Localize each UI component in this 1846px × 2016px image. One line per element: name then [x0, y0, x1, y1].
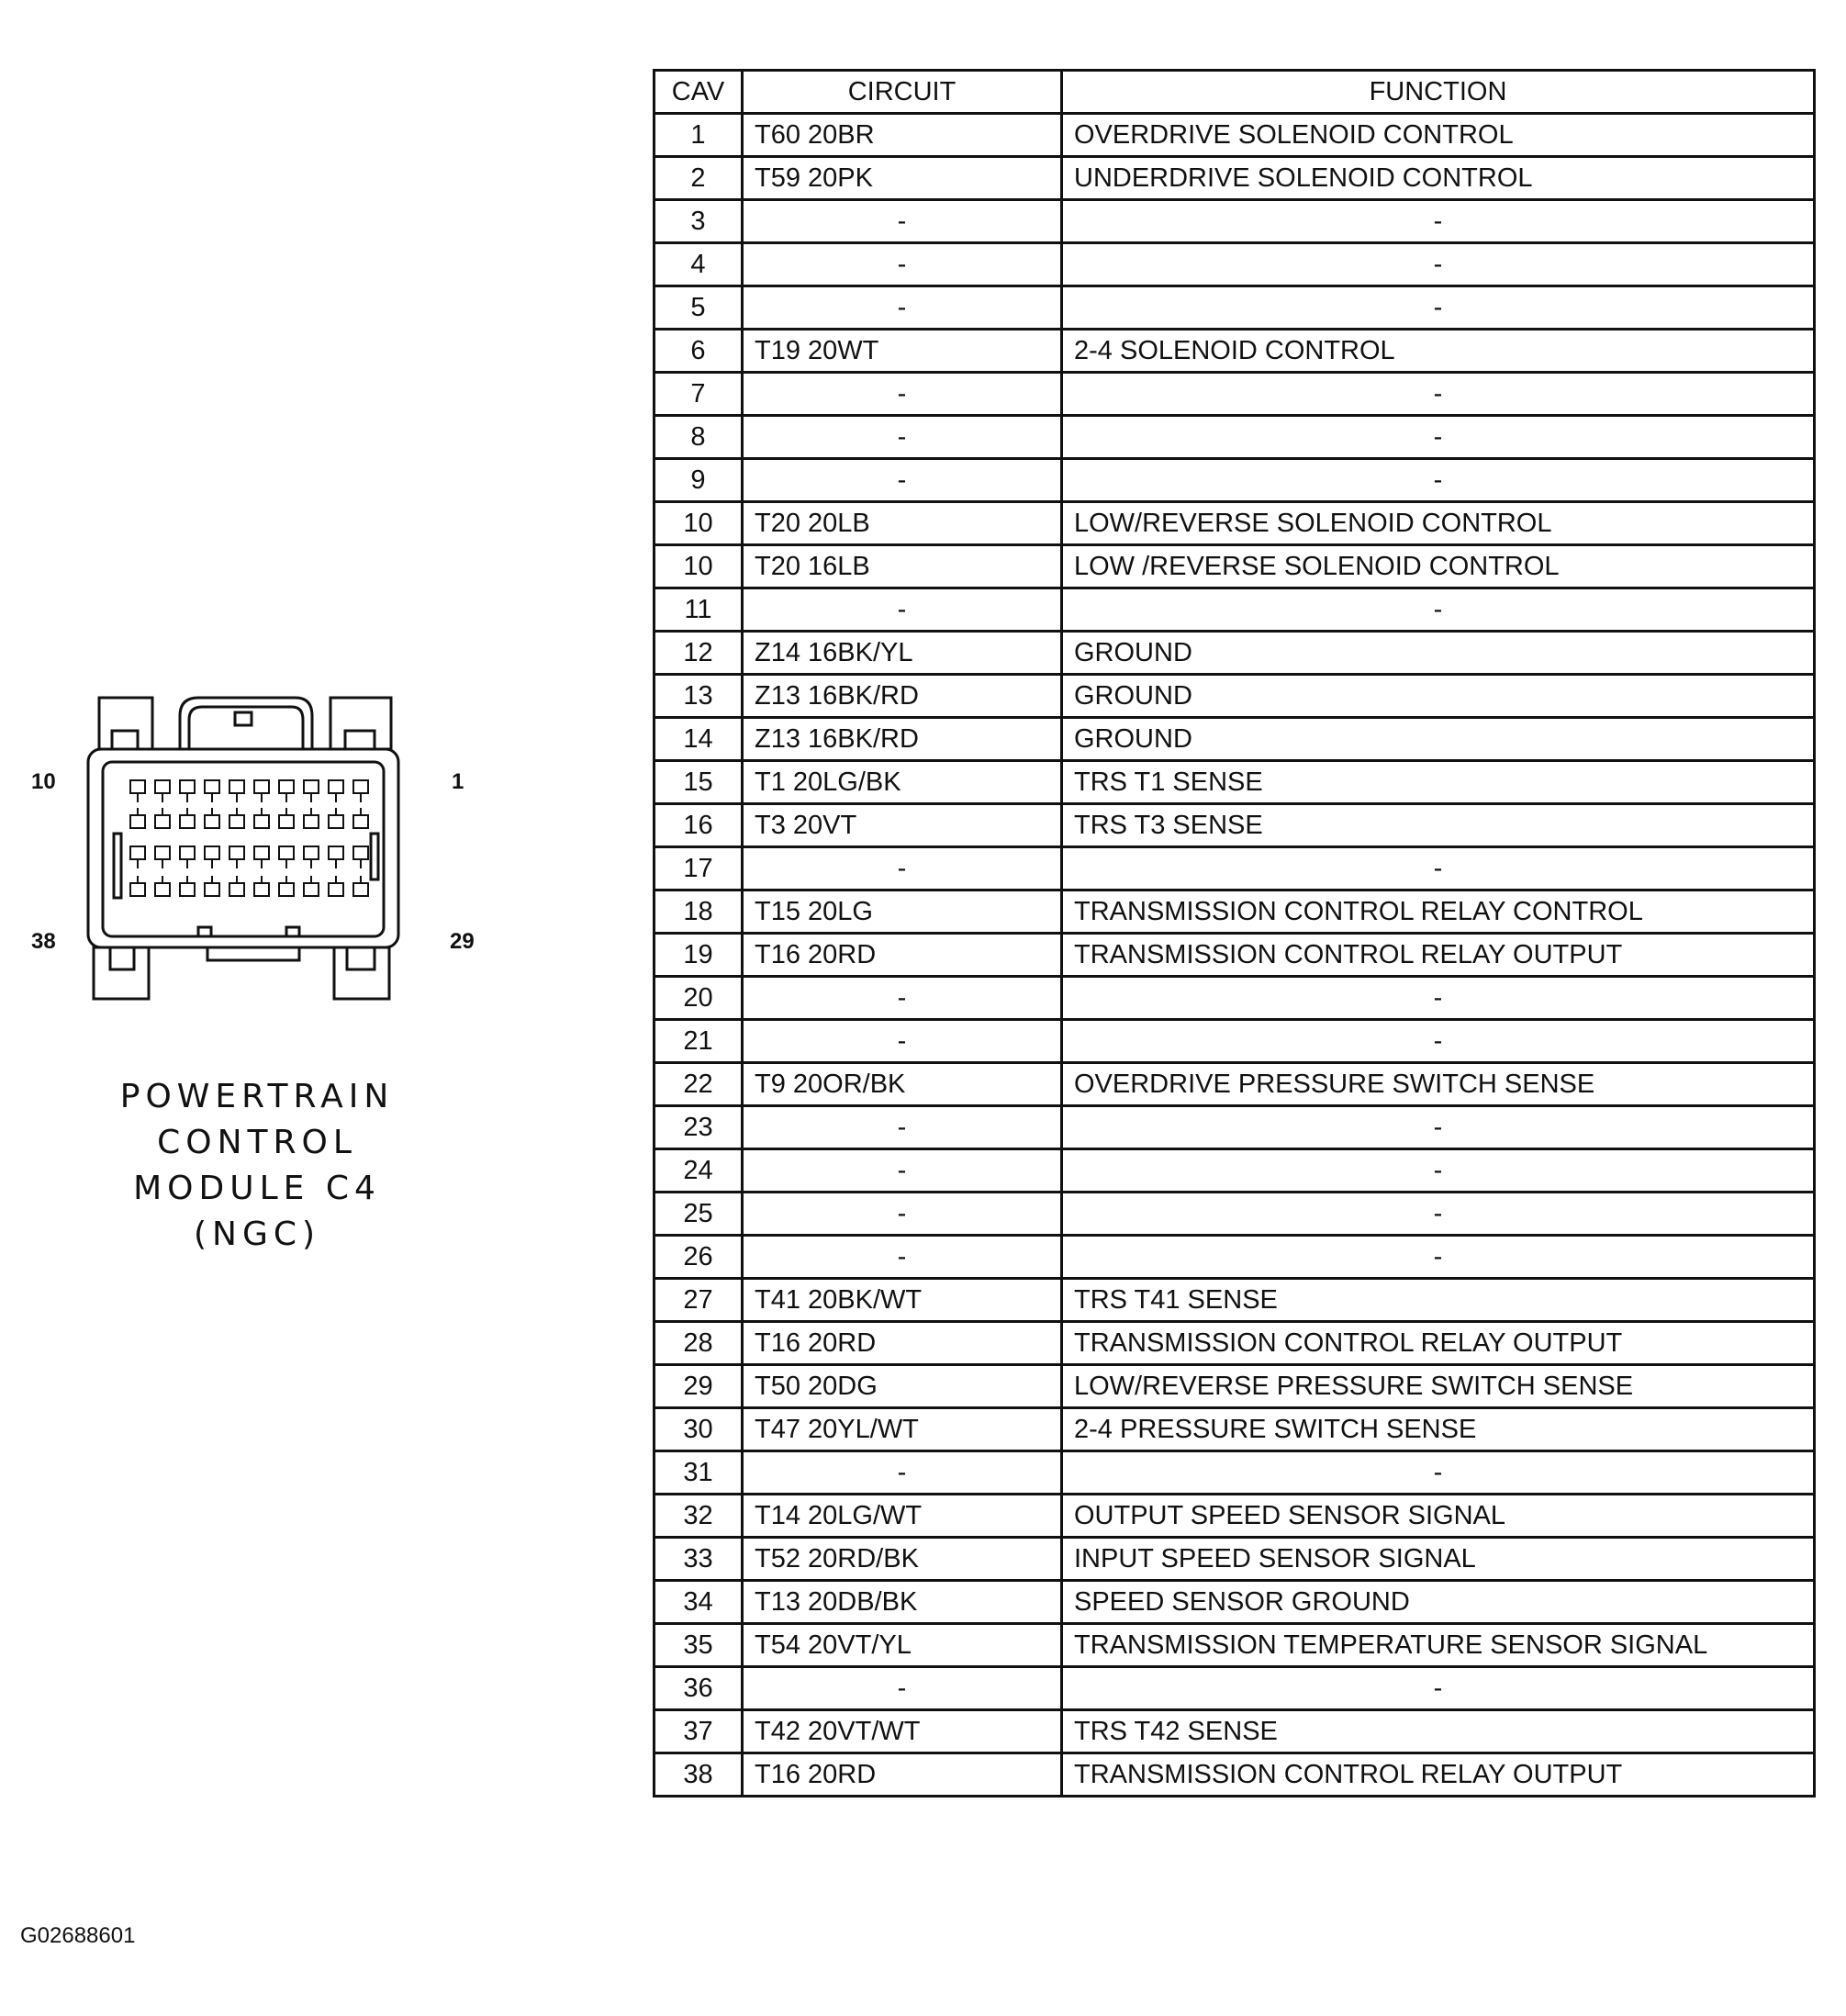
- pin-label-1: 1: [452, 769, 464, 794]
- right-bottom-tab: [334, 947, 389, 999]
- table-row: [654, 1408, 1815, 1451]
- table-row: [654, 1624, 1815, 1667]
- cav-cell: 27: [654, 1279, 743, 1322]
- circuit-cell: T41 20BK/WT: [743, 1279, 1062, 1322]
- bottom-rib: [207, 947, 299, 960]
- cav-cell: 10: [654, 502, 743, 545]
- cav-cell: 36: [654, 1667, 743, 1710]
- header-cav: CAV: [654, 71, 743, 114]
- function-cell: -: [1062, 1106, 1815, 1149]
- function-cell: INPUT SPEED SENSOR SIGNAL: [1062, 1538, 1815, 1581]
- pin-label-10: 10: [31, 769, 56, 794]
- terminal-cavity: [205, 846, 219, 859]
- function-cell: TRS T1 SENSE: [1062, 761, 1815, 804]
- circuit-cell: -: [743, 416, 1062, 459]
- function-cell: -: [1062, 373, 1815, 416]
- terminal-cavity: [304, 846, 319, 859]
- cav-cell: 25: [654, 1193, 743, 1236]
- table-row: [654, 1149, 1815, 1193]
- cav-cell: 15: [654, 761, 743, 804]
- terminal-cavity: [279, 815, 294, 828]
- terminal-cavity: [229, 780, 244, 793]
- terminal-cavity: [254, 815, 269, 828]
- cav-cell: 9: [654, 459, 743, 502]
- function-cell: GROUND: [1062, 675, 1815, 718]
- cav-cell: 26: [654, 1236, 743, 1279]
- right-top-tab-slot: [345, 731, 375, 749]
- table-row: [654, 1020, 1815, 1063]
- circuit-cell: T3 20VT: [743, 804, 1062, 847]
- caption-line-2: CONTROL: [157, 1124, 357, 1161]
- circuit-cell: -: [743, 1667, 1062, 1710]
- cav-cell: 34: [654, 1581, 743, 1624]
- bottom-notch-left: [198, 927, 211, 936]
- circuit-cell: Z13 16BK/RD: [743, 718, 1062, 761]
- cav-cell: 4: [654, 243, 743, 286]
- circuit-cell: T59 20PK: [743, 157, 1062, 200]
- table-row: [654, 1667, 1815, 1710]
- function-cell: GROUND: [1062, 718, 1815, 761]
- terminal-cavity: [329, 846, 343, 859]
- circuit-cell: -: [743, 1149, 1062, 1193]
- terminal-cavity: [205, 883, 219, 896]
- circuit-cell: -: [743, 588, 1062, 632]
- terminal-cavity: [254, 846, 269, 859]
- cav-cell: 18: [654, 890, 743, 934]
- left-top-tab-slot: [112, 731, 138, 749]
- table-row: [654, 545, 1815, 588]
- table-header-row: [654, 71, 1815, 114]
- cav-cell: 12: [654, 632, 743, 675]
- table-row: [654, 761, 1815, 804]
- circuit-cell: T20 20LB: [743, 502, 1062, 545]
- terminal-cavity: [229, 883, 244, 896]
- cav-cell: 21: [654, 1020, 743, 1063]
- terminal-cavity: [353, 846, 368, 859]
- table-row: [654, 804, 1815, 847]
- function-cell: SPEED SENSOR GROUND: [1062, 1581, 1815, 1624]
- circuit-cell: T42 20VT/WT: [743, 1710, 1062, 1753]
- function-cell: TRANSMISSION CONTROL RELAY OUTPUT: [1062, 934, 1815, 977]
- function-cell: -: [1062, 459, 1815, 502]
- function-cell: TRS T41 SENSE: [1062, 1279, 1815, 1322]
- circuit-cell: T9 20OR/BK: [743, 1063, 1062, 1106]
- function-cell: OVERDRIVE PRESSURE SWITCH SENSE: [1062, 1063, 1815, 1106]
- table-row: [654, 847, 1815, 890]
- cav-cell: 28: [654, 1322, 743, 1365]
- function-cell: TRANSMISSION CONTROL RELAY CONTROL: [1062, 890, 1815, 934]
- circuit-cell: -: [743, 847, 1062, 890]
- bottom-notch-right: [286, 927, 299, 936]
- function-cell: TRS T3 SENSE: [1062, 804, 1815, 847]
- right-top-tab: [330, 698, 391, 749]
- function-cell: LOW/REVERSE PRESSURE SWITCH SENSE: [1062, 1365, 1815, 1408]
- cav-cell: 19: [654, 934, 743, 977]
- terminal-cavity: [329, 780, 343, 793]
- cav-cell: 20: [654, 977, 743, 1020]
- function-cell: -: [1062, 1667, 1815, 1710]
- function-cell: -: [1062, 588, 1815, 632]
- terminal-cavity: [279, 780, 294, 793]
- circuit-cell: -: [743, 200, 1062, 243]
- function-cell: -: [1062, 1149, 1815, 1193]
- table-row: [654, 934, 1815, 977]
- pinout-table: [653, 69, 1816, 1798]
- function-cell: GROUND: [1062, 632, 1815, 675]
- cav-cell: 38: [654, 1753, 743, 1797]
- terminal-cavity: [180, 780, 195, 793]
- header-function: FUNCTION: [1062, 71, 1815, 114]
- terminal-cavity: [130, 780, 145, 793]
- cav-cell: 11: [654, 588, 743, 632]
- terminal-cavity: [279, 883, 294, 896]
- circuit-cell: T14 20LG/WT: [743, 1495, 1062, 1538]
- terminal-cavity: [304, 780, 319, 793]
- cav-cell: 17: [654, 847, 743, 890]
- cav-cell: 24: [654, 1149, 743, 1193]
- cav-cell: 1: [654, 114, 743, 157]
- terminal-cavity: [329, 815, 343, 828]
- cav-cell: 14: [654, 718, 743, 761]
- function-cell: -: [1062, 416, 1815, 459]
- table-row: [654, 200, 1815, 243]
- left-bottom-tab-slot: [110, 947, 134, 969]
- function-cell: LOW/REVERSE SOLENOID CONTROL: [1062, 502, 1815, 545]
- circuit-cell: -: [743, 977, 1062, 1020]
- circuit-cell: T16 20RD: [743, 934, 1062, 977]
- function-cell: TRANSMISSION CONTROL RELAY OUTPUT: [1062, 1322, 1815, 1365]
- circuit-cell: T54 20VT/YL: [743, 1624, 1062, 1667]
- terminal-cavity: [329, 883, 343, 896]
- cav-cell: 10: [654, 545, 743, 588]
- circuit-cell: -: [743, 1236, 1062, 1279]
- table-row: [654, 330, 1815, 373]
- latch-window: [235, 712, 252, 725]
- terminal-cavity: [130, 815, 145, 828]
- circuit-cell: T15 20LG: [743, 890, 1062, 934]
- table-row: [654, 1581, 1815, 1624]
- header-circuit: CIRCUIT: [743, 71, 1062, 114]
- function-cell: -: [1062, 243, 1815, 286]
- cav-cell: 22: [654, 1063, 743, 1106]
- table-row: [654, 1451, 1815, 1495]
- cav-cell: 32: [654, 1495, 743, 1538]
- cav-cell: 2: [654, 157, 743, 200]
- table-row: [654, 1365, 1815, 1408]
- circuit-cell: T16 20RD: [743, 1322, 1062, 1365]
- table-row: [654, 1753, 1815, 1797]
- table-row: [654, 1710, 1815, 1753]
- circuit-cell: T60 20BR: [743, 114, 1062, 157]
- circuit-cell: T47 20YL/WT: [743, 1408, 1062, 1451]
- table-row: [654, 1279, 1815, 1322]
- circuit-cell: T19 20WT: [743, 330, 1062, 373]
- terminal-cavity: [229, 846, 244, 859]
- cav-cell: 8: [654, 416, 743, 459]
- cav-cell: 33: [654, 1538, 743, 1581]
- function-cell: 2-4 PRESSURE SWITCH SENSE: [1062, 1408, 1815, 1451]
- table-row: [654, 459, 1815, 502]
- circuit-cell: T16 20RD: [743, 1753, 1062, 1797]
- terminal-cavity: [205, 780, 219, 793]
- function-cell: -: [1062, 286, 1815, 330]
- circuit-cell: T13 20DB/BK: [743, 1581, 1062, 1624]
- terminal-cavity: [279, 846, 294, 859]
- caption-line-4: (NGC): [193, 1215, 321, 1253]
- figure-id: G02688601: [20, 1923, 136, 1948]
- latch-outer: [180, 698, 312, 749]
- cav-cell: 35: [654, 1624, 743, 1667]
- left-key: [114, 834, 121, 898]
- table-row: [654, 286, 1815, 330]
- function-cell: TRS T42 SENSE: [1062, 1710, 1815, 1753]
- function-cell: -: [1062, 200, 1815, 243]
- function-cell: 2-4 SOLENOID CONTROL: [1062, 330, 1815, 373]
- cav-cell: 29: [654, 1365, 743, 1408]
- circuit-cell: -: [743, 286, 1062, 330]
- terminal-cavity: [180, 883, 195, 896]
- table-row: [654, 114, 1815, 157]
- function-cell: LOW /REVERSE SOLENOID CONTROL: [1062, 545, 1815, 588]
- terminal-cavity: [205, 815, 219, 828]
- circuit-cell: T20 16LB: [743, 545, 1062, 588]
- caption-line-1: POWERTRAIN: [119, 1078, 395, 1115]
- circuit-cell: T50 20DG: [743, 1365, 1062, 1408]
- pin-label-38: 38: [31, 929, 56, 954]
- cav-cell: 16: [654, 804, 743, 847]
- terminal-cavity: [180, 815, 195, 828]
- cav-cell: 3: [654, 200, 743, 243]
- right-bottom-tab-slot: [347, 947, 375, 969]
- function-cell: -: [1062, 1451, 1815, 1495]
- table-row: [654, 1322, 1815, 1365]
- table-row: [654, 1538, 1815, 1581]
- terminal-cavity: [155, 815, 170, 828]
- table-row: [654, 1063, 1815, 1106]
- circuit-cell: -: [743, 373, 1062, 416]
- terminal-cavity: [130, 846, 145, 859]
- circuit-cell: -: [743, 1106, 1062, 1149]
- function-cell: -: [1062, 1236, 1815, 1279]
- table-row: [654, 502, 1815, 545]
- table-row: [654, 718, 1815, 761]
- function-cell: OUTPUT SPEED SENSOR SIGNAL: [1062, 1495, 1815, 1538]
- cav-cell: 37: [654, 1710, 743, 1753]
- circuit-cell: -: [743, 1193, 1062, 1236]
- circuit-cell: Z13 16BK/RD: [743, 675, 1062, 718]
- table-row: [654, 890, 1815, 934]
- table-row: [654, 977, 1815, 1020]
- function-cell: TRANSMISSION TEMPERATURE SENSOR SIGNAL: [1062, 1624, 1815, 1667]
- table-row: [654, 675, 1815, 718]
- cav-cell: 23: [654, 1106, 743, 1149]
- circuit-cell: -: [743, 1020, 1062, 1063]
- function-cell: UNDERDRIVE SOLENOID CONTROL: [1062, 157, 1815, 200]
- right-key: [371, 834, 378, 879]
- function-cell: -: [1062, 1020, 1815, 1063]
- table-row: [654, 1106, 1815, 1149]
- terminal-cavity: [155, 780, 170, 793]
- terminal-cavity: [155, 883, 170, 896]
- function-cell: -: [1062, 847, 1815, 890]
- connector-caption: [92, 1074, 422, 1258]
- left-top-tab: [99, 698, 152, 749]
- caption-line-3: MODULE C4: [133, 1170, 381, 1207]
- table-row: [654, 157, 1815, 200]
- cav-cell: 31: [654, 1451, 743, 1495]
- circuit-cell: -: [743, 459, 1062, 502]
- function-cell: -: [1062, 1193, 1815, 1236]
- table-row: [654, 1495, 1815, 1538]
- table-row: [654, 373, 1815, 416]
- terminal-cavity: [304, 815, 319, 828]
- cav-cell: 5: [654, 286, 743, 330]
- function-cell: OVERDRIVE SOLENOID CONTROL: [1062, 114, 1815, 157]
- circuit-cell: Z14 16BK/YL: [743, 632, 1062, 675]
- terminal-cavity: [254, 780, 269, 793]
- function-cell: TRANSMISSION CONTROL RELAY OUTPUT: [1062, 1753, 1815, 1797]
- terminal-cavity: [353, 815, 368, 828]
- terminal-cavities: [130, 780, 368, 896]
- table-row: [654, 1236, 1815, 1279]
- table-row: [654, 632, 1815, 675]
- terminal-cavity: [130, 883, 145, 896]
- table-row: [654, 243, 1815, 286]
- terminal-cavity: [254, 883, 269, 896]
- terminal-cavity: [353, 883, 368, 896]
- table-row: [654, 416, 1815, 459]
- circuit-cell: -: [743, 243, 1062, 286]
- cav-cell: 30: [654, 1408, 743, 1451]
- terminal-cavity: [304, 883, 319, 896]
- circuit-cell: -: [743, 1451, 1062, 1495]
- cav-cell: 6: [654, 330, 743, 373]
- terminal-cavity: [353, 780, 368, 793]
- left-bottom-tab: [94, 947, 149, 999]
- table-row: [654, 588, 1815, 632]
- cav-cell: 7: [654, 373, 743, 416]
- table-row: [654, 1193, 1815, 1236]
- pin-label-29: 29: [450, 929, 475, 954]
- circuit-cell: T1 20LG/BK: [743, 761, 1062, 804]
- terminal-cavity: [180, 846, 195, 859]
- connector-diagram: [18, 679, 496, 1047]
- cav-cell: 13: [654, 675, 743, 718]
- terminal-cavity: [155, 846, 170, 859]
- connector-face-drawing: [18, 679, 496, 1047]
- function-cell: -: [1062, 977, 1815, 1020]
- circuit-cell: T52 20RD/BK: [743, 1538, 1062, 1581]
- terminal-cavity: [229, 815, 244, 828]
